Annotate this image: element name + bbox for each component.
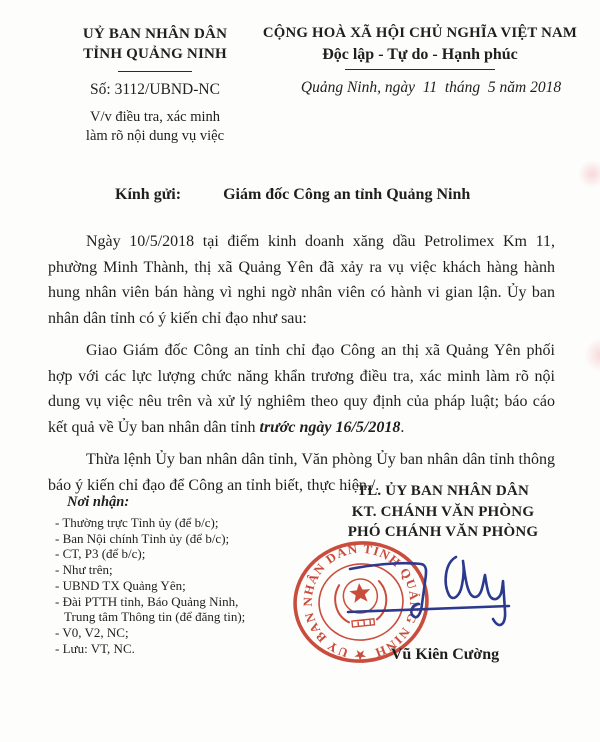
signature-title-block <box>308 481 578 543</box>
deadline-emphasis: trước ngày 16/5/2018 <box>259 418 401 436</box>
subject-line2: làm rõ nội dung vụ việc <box>85 128 225 144</box>
place-dateline: Quảng Ninh, ngày 11 tháng 5 năm 2018 <box>300 79 562 96</box>
national-motto: Độc lập - Tự do - Hạnh phúc <box>322 46 518 63</box>
list-item: - Như trên; <box>55 562 113 578</box>
document-body <box>48 229 555 505</box>
list-item: - Ban Nội chính Tỉnh ủy (để b/c); <box>55 530 230 546</box>
signature-strokes <box>348 557 509 625</box>
body-paragraph-2 <box>48 338 555 440</box>
distribution-list <box>55 494 300 656</box>
body-paragraph-2-main: Giao Giám đốc Công an tỉnh chỉ đạo Công an thị xã Quảng Yên phối hợp với các lực lượng chức năng khẩn trương điều tra, xác minh làm rõ nội dung vụ việc nêu trên và xử lý nghiêm theo quy định của pháp luật; báo cáo kết quả về Ủy ban nhân dân tỉnh <box>48 342 555 436</box>
signature-stroke-underline <box>348 606 509 612</box>
body-paragraph-1: Ngày 10/5/2018 tại điểm kinh doanh xăng dầu Petrolimex Km 11, phường Minh Thành, thị xã Quảng Yên đã xảy ra vụ việc khách hàng hành hung nhân viên bán hàng vì nghi ngờ nhân viên có hành vi gian lận. Ủy ban nhân dân tỉnh có ý kiến chỉ đạo như sau: <box>48 233 555 327</box>
national-heading-block <box>252 24 588 97</box>
signature-title-line3: PHÓ CHÁNH VĂN PHÒNG <box>347 524 539 540</box>
issuing-authority-line2: TỈNH QUẢNG NINH <box>83 46 227 62</box>
header-left-divider <box>118 71 192 72</box>
list-item: - Đài PTTH tỉnh, Báo Quảng Ninh, <box>55 593 239 609</box>
header-right-divider <box>345 69 495 70</box>
handwritten-signature <box>333 547 515 649</box>
signature-title-line2: KT. CHÁNH VĂN PHÒNG <box>351 503 535 520</box>
subject-line1: V/v điều tra, xác minh <box>89 109 221 125</box>
list-item: - V0, V2, NC; <box>55 624 129 640</box>
recipient-value: Giám đốc Công an tỉnh Quảng Ninh <box>223 186 471 203</box>
issuing-authority-line1: UỶ BAN NHÂN DÂN <box>82 26 228 42</box>
seal-ring-text: ★ ỦY BAN NHÂN DÂN TỈNH QUẢNG NINH <box>300 541 422 663</box>
document-number: Số: 3112/UBND-NC <box>90 81 220 98</box>
signature-title-line1: TL. ỦY BAN NHÂN DÂN <box>356 483 529 499</box>
distribution-title: Nơi nhận: <box>67 494 130 510</box>
scan-smudge <box>584 338 600 372</box>
national-title: CỘNG HOÀ XÃ HỘI CHỦ NGHĨA VIỆT NAM <box>262 25 578 41</box>
body-paragraph-2-end: . <box>400 418 405 436</box>
recipient-line <box>115 186 470 204</box>
scan-smudge <box>578 160 600 188</box>
signer-name: Vũ Kiên Cường <box>390 646 500 663</box>
list-item: - CT, P3 (để b/c); <box>55 546 146 562</box>
list-item: - Lưu: VT, NC. <box>55 640 135 656</box>
list-item: - Thường trực Tỉnh ủy (để b/c); <box>55 515 219 530</box>
body-paragraph-3: Thừa lệnh Ủy ban nhân dân tỉnh, Văn phòng Ủy ban nhân dân tỉnh thông báo ý kiến chỉ đạo để Công an tỉnh biết, thực hiện./. <box>48 451 555 494</box>
list-item-continuation: Trung tâm Thông tin (để đăng tin); <box>64 609 246 625</box>
issuing-authority-block <box>30 24 280 146</box>
recipient-label: Kính gửi: <box>115 186 182 203</box>
signature-stroke-flourish <box>446 557 505 625</box>
list-item: - UBND TX Quảng Yên; <box>55 577 186 593</box>
